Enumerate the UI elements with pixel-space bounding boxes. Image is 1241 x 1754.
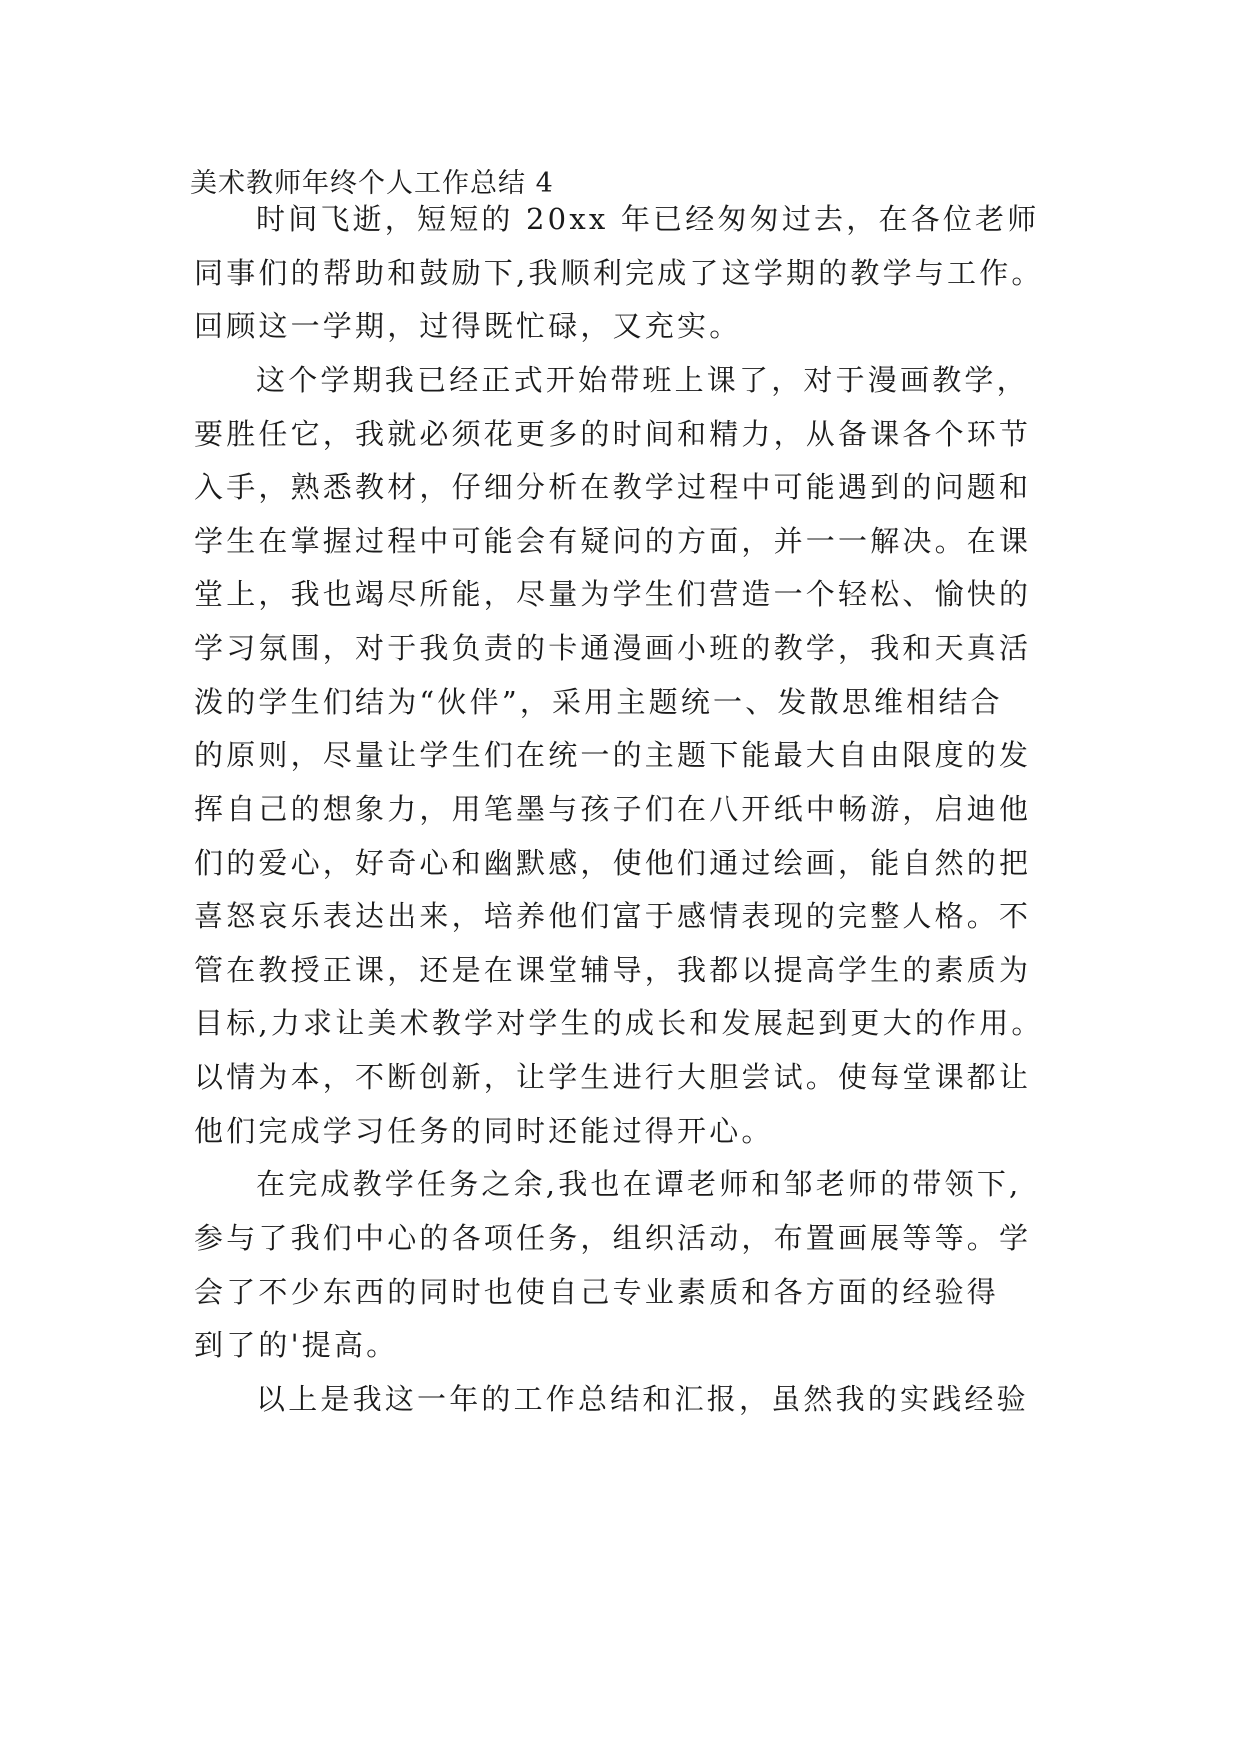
text-line: 学生在掌握过程中可能会有疑问的方面，并一一解决。在课: [194, 524, 1032, 558]
text-line: 同事们的帮助和鼓励下,我顺利完成了这学期的教学与工作。: [194, 256, 1044, 290]
text-line: 以情为本，不断创新，让学生进行大胆尝试。使每堂课都让: [194, 1060, 1032, 1094]
text-line: 时间飞逝，短短的 20xx 年已经匆匆过去，在各位老师: [256, 202, 1040, 236]
text-line: 堂上，我也竭尽所能，尽量为学生们营造一个轻松、愉快的: [194, 577, 1032, 611]
text-line: 到了的'提高。: [194, 1328, 399, 1362]
text-line: 参与了我们中心的各项任务，组织活动，布置画展等等。学: [194, 1221, 1032, 1255]
text-line: 的原则，尽量让学生们在统一的主题下能最大自由限度的发: [194, 738, 1032, 772]
text-line: 他们完成学习任务的同时还能过得开心。: [194, 1114, 774, 1148]
text-line: 泼的学生们结为“伙伴”，采用主题统一、发散思维相结合: [194, 685, 1003, 719]
text-line: 要胜任它，我就必须花更多的时间和精力，从备课各个环节: [194, 417, 1032, 451]
text-line: 管在教授正课，还是在课堂辅导，我都以提高学生的素质为: [194, 953, 1032, 987]
text-line: 挥自己的想象力，用笔墨与孩子们在八开纸中畅游，启迪他: [194, 792, 1032, 826]
text-line: 目标,力求让美术教学对学生的成长和发展起到更大的作用。: [194, 1006, 1044, 1040]
text-line: 以上是我这一年的工作总结和汇报，虽然我的实践经验: [256, 1382, 1029, 1416]
text-line: 们的爱心，好奇心和幽默感，使他们通过绘画，能自然的把: [194, 846, 1032, 880]
text-line: 回顾这一学期，过得既忙碌，又充实。: [194, 309, 742, 343]
text-line: 学习氛围，对于我负责的卡通漫画小班的教学，我和天真活: [194, 631, 1032, 665]
text-line: 喜怒哀乐表达出来，培养他们富于感情表现的完整人格。不: [194, 899, 1032, 933]
document-title: 美术教师年终个人工作总结 4: [190, 168, 554, 199]
text-line: 入手，熟悉教材，仔细分析在教学过程中可能遇到的问题和: [194, 470, 1032, 504]
text-line: 这个学期我已经正式开始带班上课了，对于漫画教学，: [256, 363, 1029, 397]
text-line: 会了不少东西的同时也使自己专业素质和各方面的经验得: [194, 1275, 1000, 1309]
text-line: 在完成教学任务之余,我也在谭老师和邹老师的带领下,: [256, 1167, 1022, 1201]
